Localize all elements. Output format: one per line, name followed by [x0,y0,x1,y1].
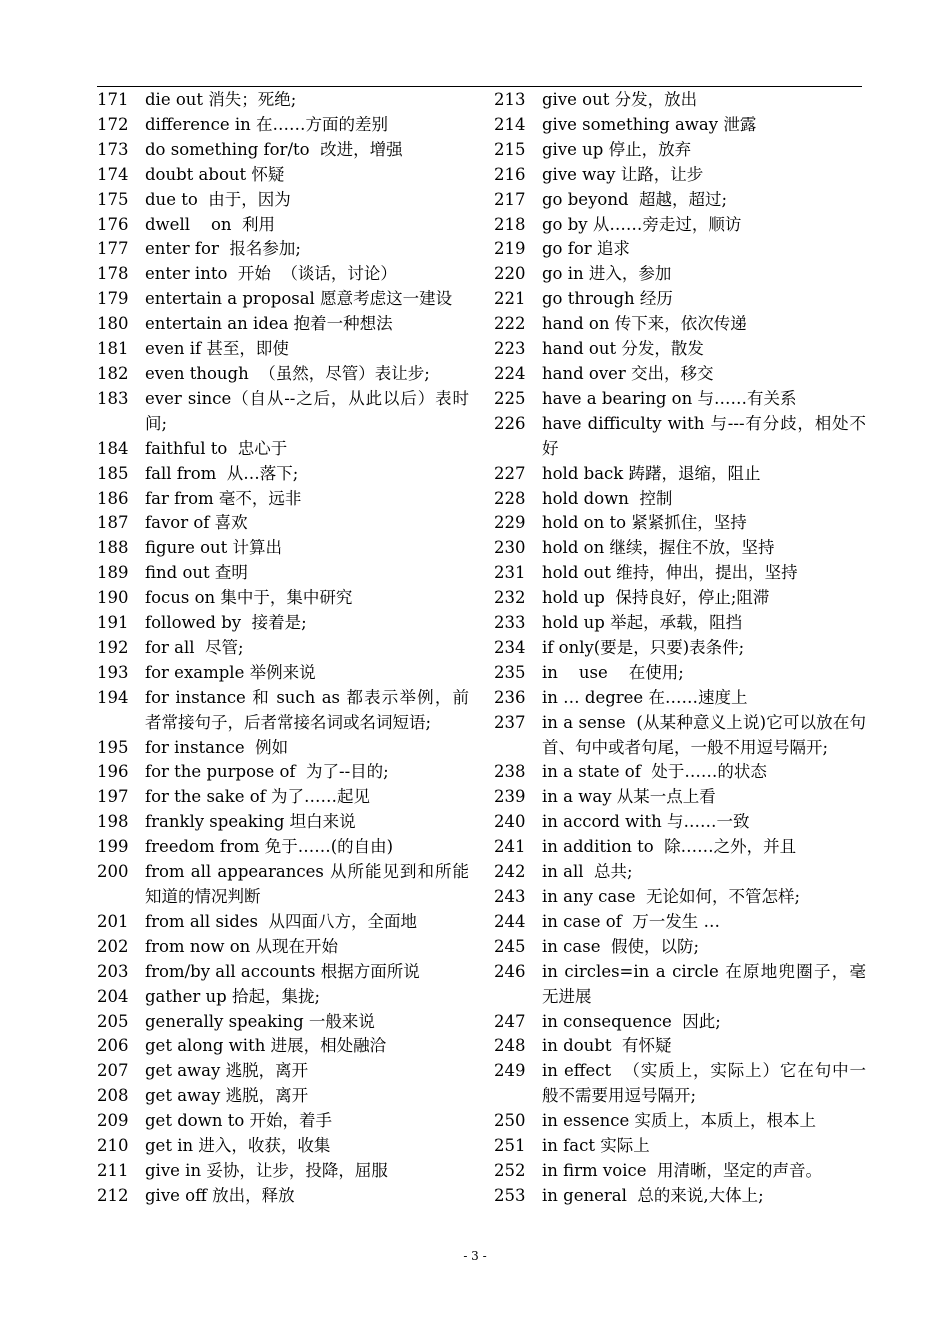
vocab-entry [97,661,469,686]
vocab-entry [494,586,866,611]
vocab-entry [97,611,469,636]
entry-number: 194 [97,687,129,707]
vocab-entry [97,511,469,536]
entry-text: get away 逃脱，离开 [145,1086,309,1106]
entry-text: give something away 泄露 [542,114,757,134]
page-number: - 3 - [463,1249,487,1263]
entry-text: faithful to 忠心于 [145,438,288,458]
vocab-entry [494,561,866,586]
entry-number: 180 [97,314,129,334]
vocab-entry [494,686,866,711]
vocab-entry [97,462,469,487]
entry-number: 246 [494,961,526,981]
entry-number: 249 [494,1061,526,1081]
entry-text: fall from 从…落下; [145,463,299,483]
vocab-entry [97,237,469,262]
vocab-entry [97,337,469,362]
entry-number: 251 [494,1136,526,1156]
entry-number: 177 [97,239,129,259]
entry-text: freedom from 免于……(的自由) [145,837,394,857]
entry-text: go by 从……旁走过，顺访 [542,214,742,234]
entry-text: in all 总共; [542,862,633,882]
vocab-entry [494,412,866,462]
vocab-entry [494,1034,866,1059]
vocab-entry [97,213,469,238]
entry-text: in accord with 与……一致 [542,812,750,832]
vocab-entry [494,860,866,885]
vocab-entry [97,910,469,935]
vocab-entry [97,113,469,138]
entry-text: from/by all accounts 根据方面所说 [145,961,420,981]
entry-number: 204 [97,986,129,1006]
entry-number: 191 [97,613,129,633]
entry-number: 220 [494,264,526,284]
entry-number: 195 [97,737,129,757]
entry-number: 244 [494,911,526,931]
vocab-entry [97,835,469,860]
vocab-entry [494,910,866,935]
vocab-entry [97,586,469,611]
vocab-entry [494,636,866,661]
entry-text: die out 消失；死绝; [145,90,297,109]
entry-text: in any case 无论如何，不管怎样; [542,887,801,906]
entry-number: 231 [494,563,526,583]
vocab-entry [97,1109,469,1134]
vocab-entry [494,262,866,287]
vocab-entry [494,387,866,412]
header-rule [97,86,862,87]
entry-number: 223 [494,339,526,359]
entry-number: 199 [97,837,129,857]
vocab-entry [494,312,866,337]
entry-text: in doubt 有怀疑 [542,1036,672,1056]
entry-number: 248 [494,1036,526,1056]
vocab-entry [97,88,469,113]
vocab-entry [494,885,866,910]
entry-text: go for 追求 [542,239,630,259]
vocab-entry [494,88,866,113]
entry-text: get down to 开始，着手 [145,1111,333,1131]
entry-number: 196 [97,762,129,782]
entry-number: 189 [97,563,129,583]
entry-text: in general 总的来说,大体上; [542,1185,764,1205]
vocab-entry [97,312,469,337]
vocab-entry [494,213,866,238]
left-column [97,88,469,1209]
entry-number: 230 [494,538,526,558]
vocab-entry [494,113,866,138]
entry-text: enter into 开始 （谈话，讨论） [145,264,397,284]
entry-text: get away 逃脱，离开 [145,1061,309,1081]
vocab-entry [494,487,866,512]
entry-text: in circles=in a circle 在原地兜圈子，毫无进展 [542,961,866,1006]
entry-number: 241 [494,837,526,857]
entry-text: gather up 拾起，集拢; [145,986,321,1006]
entry-number: 201 [97,911,129,931]
vocab-entry [494,1184,866,1209]
entry-number: 240 [494,812,526,832]
entry-number: 235 [494,662,526,682]
vocab-entry [97,686,469,736]
entry-text: give way 让路，让步 [542,164,704,184]
vocab-entry [494,785,866,810]
entry-text: favor of 喜欢 [145,513,248,533]
entry-number: 239 [494,787,526,807]
vocab-entry [494,960,866,1010]
entry-text: hand on 传下来，依次传递 [542,314,747,334]
entry-number: 227 [494,463,526,483]
entry-number: 221 [494,289,526,309]
entry-text: for the sake of 为了……起见 [145,787,371,807]
entry-text: in fact 实际上 [542,1136,650,1156]
vocab-entry [97,985,469,1010]
vocab-entry [494,661,866,686]
entry-text: find out 查明 [145,563,248,583]
entry-number: 207 [97,1061,129,1081]
entry-text: in case of 万一发生 … [542,911,720,931]
entry-number: 245 [494,936,526,956]
vocab-entry [97,1159,469,1184]
entry-text: due to 由于，因为 [145,189,291,209]
vocab-entry [494,163,866,188]
entry-text: hold back 踌躇，退缩，阻止 [542,463,761,483]
entry-text: in a way 从某一点上看 [542,787,716,807]
vocab-entry [97,487,469,512]
vocab-entry [494,1159,866,1184]
entry-number: 213 [494,90,526,109]
entry-text: in essence 实质上，本质上，根本上 [542,1111,816,1131]
entry-text: far from 毫不，远非 [145,488,302,508]
entry-number: 232 [494,588,526,608]
entry-number: 188 [97,538,129,558]
vocab-entry [97,287,469,312]
entry-text: dwell on 利用 [145,214,276,234]
entry-number: 243 [494,887,526,906]
entry-text: hold up 举起，承载，阻挡 [542,613,743,633]
entry-number: 209 [97,1111,129,1131]
entry-number: 236 [494,687,526,707]
entry-number: 193 [97,662,129,682]
entry-number: 175 [97,189,129,209]
vocab-entry [97,138,469,163]
vocab-entry [494,287,866,312]
entry-text: in firm voice 用清晰，坚定的声音。 [542,1160,822,1180]
entry-text: have difficulty with 与---有分歧，相处不好 [542,413,866,458]
entry-text: go beyond 超越，超过; [542,189,728,209]
vocab-entry [494,138,866,163]
entry-number: 179 [97,289,129,309]
entry-text: in effect （实质上，实际上）它在句中一般不需要用逗号隔开; [542,1061,866,1106]
entry-number: 171 [97,90,129,109]
entry-text: difference in 在……方面的差别 [145,114,389,134]
vocab-entry [97,636,469,661]
vocab-entry [494,711,866,761]
vocab-entry [494,1109,866,1134]
entry-text: hand out 分发，散发 [542,339,704,359]
entry-number: 200 [97,862,129,882]
entry-number: 172 [97,114,129,134]
vocab-entry [494,462,866,487]
vocab-entry [494,835,866,860]
vocab-entry [97,437,469,462]
vocab-entry [494,810,866,835]
entry-text: give up 停止，放弃 [542,139,692,159]
right-column [494,88,866,1209]
entry-text: in a state of 处于……的状态 [542,762,767,782]
entry-number: 186 [97,488,129,508]
entry-text: in consequence 因此; [542,1011,721,1031]
entry-text: for example 举例来说 [145,662,316,682]
vocab-entry [494,1134,866,1159]
vocab-entry [97,1034,469,1059]
entry-number: 225 [494,388,526,408]
entry-text: get in 进入，收获，收集 [145,1136,331,1156]
entry-text: even if 甚至，即使 [145,339,289,359]
entry-text: for instance 和 such as 都表示举例，前者常接句子，后者常接名词或名词短语; [145,687,469,732]
entry-number: 237 [494,712,526,732]
vocab-entry [97,760,469,785]
vocab-entry [494,760,866,785]
entry-number: 234 [494,637,526,657]
entry-text: enter for 报名参加; [145,239,301,259]
entry-text: hold down 控制 [542,488,673,508]
entry-text: get along with 进展，相处融洽 [145,1036,387,1056]
entry-number: 229 [494,513,526,533]
entry-text: go through 经历 [542,289,673,309]
entry-number: 208 [97,1086,129,1106]
entry-text: hand over 交出，移交 [542,363,714,383]
entry-text: entertain an idea 抱着一种想法 [145,314,393,334]
entry-text: generally speaking 一般来说 [145,1011,375,1031]
vocab-entry [494,536,866,561]
entry-number: 198 [97,812,129,832]
entry-number: 197 [97,787,129,807]
vocab-entry [97,1010,469,1035]
entry-number: 202 [97,936,129,956]
entry-number: 219 [494,239,526,259]
entry-text: doubt about 怀疑 [145,164,285,184]
vocab-entry [494,1059,866,1109]
entry-number: 183 [97,388,129,408]
entry-text: for the purpose of 为了--目的; [145,762,389,782]
entry-text: give out 分发，放出 [542,90,698,109]
entry-number: 182 [97,363,129,383]
entry-number: 185 [97,463,129,483]
entry-text: do something for/to 改进，增强 [145,139,403,159]
entry-text: in case 假使，以防; [542,936,700,956]
vocab-entry [97,960,469,985]
entry-number: 173 [97,139,129,159]
entry-number: 250 [494,1111,526,1131]
entry-text: in use 在使用; [542,662,684,682]
entry-number: 217 [494,189,526,209]
entry-text: for all 尽管; [145,637,244,657]
entry-number: 242 [494,862,526,882]
vocab-entry [97,935,469,960]
vocab-entry [97,262,469,287]
entry-number: 226 [494,413,526,433]
entry-number: 216 [494,164,526,184]
vocab-entry [97,785,469,810]
vocab-entry [494,337,866,362]
entry-text: go in 进入，参加 [542,264,672,284]
vocab-entry [97,387,469,437]
entry-text: from all appearances 从所能见到和所能知道的情况判断 [145,862,469,906]
entry-text: have a bearing on 与……有关系 [542,388,797,408]
entry-number: 205 [97,1011,129,1031]
entry-number: 222 [494,314,526,334]
entry-text: in … degree 在……速度上 [542,687,748,707]
vocab-entry [97,810,469,835]
entry-text: hold on to 紧紧抓住，坚持 [542,513,747,533]
entry-number: 203 [97,961,129,981]
entry-text: if only(要是，只要)表条件; [542,637,745,657]
entry-number: 190 [97,588,129,608]
entry-text: from now on 从现在开始 [145,936,339,956]
entry-number: 252 [494,1160,526,1180]
entry-number: 174 [97,164,129,184]
entry-text: for instance 例如 [145,737,289,757]
vocab-entry [97,1184,469,1209]
entry-number: 206 [97,1036,129,1056]
entry-text: in addition to 除……之外，并且 [542,837,797,857]
vocab-entry [97,536,469,561]
entry-number: 211 [97,1160,129,1180]
entry-text: focus on 集中于，集中研究 [145,588,353,608]
vocab-entry [494,188,866,213]
entry-text: even though （虽然，尽管）表让步; [145,363,430,383]
vocab-entry [97,1059,469,1084]
vocab-entry [494,237,866,262]
entry-number: 178 [97,264,129,284]
entry-number: 238 [494,762,526,782]
entry-text: hold out 维持，伸出，提出，坚持 [542,563,798,583]
entry-number: 212 [97,1185,129,1205]
entry-number: 214 [494,114,526,134]
vocab-entry [494,1010,866,1035]
entry-number: 218 [494,214,526,234]
entry-number: 184 [97,438,129,458]
entry-text: hold on 继续，握住不放，坚持 [542,538,775,558]
entry-text: from all sides 从四面八方，全面地 [145,911,417,931]
vocab-entry [97,362,469,387]
vocab-entry [97,860,469,910]
entry-text: hold up 保持良好，停止;阻滞 [542,588,770,608]
entry-number: 215 [494,139,526,159]
entry-text: give in 妥协，让步，投降，屈服 [145,1160,388,1180]
entry-number: 187 [97,513,129,533]
vocab-entry [494,935,866,960]
entry-text: entertain a proposal 愿意考虑这一建设 [145,289,453,309]
entry-text: give off 放出，释放 [145,1185,295,1205]
vocab-entry [97,1084,469,1109]
entry-number: 228 [494,488,526,508]
vocab-entry [494,362,866,387]
vocab-entry [97,163,469,188]
entry-number: 233 [494,613,526,633]
entry-number: 253 [494,1185,526,1205]
vocab-entry [494,511,866,536]
entry-number: 181 [97,339,129,359]
vocab-entry [97,188,469,213]
entry-number: 210 [97,1136,129,1156]
vocab-entry [97,1134,469,1159]
entry-text: frankly speaking 坦白来说 [145,812,356,832]
vocab-entry [494,611,866,636]
entry-number: 192 [97,637,129,657]
entry-text: figure out 计算出 [145,538,283,558]
vocab-entry [97,561,469,586]
entry-number: 176 [97,214,129,234]
entry-number: 224 [494,363,526,383]
vocab-entry [97,736,469,761]
entry-text: followed by 接着是; [145,613,307,633]
entry-text: ever since（自从--之后，从此以后）表时间; [145,388,469,433]
entry-number: 247 [494,1011,526,1031]
entry-text: in a sense (从某种意义上说)它可以放在句首、句中或者句尾，一般不用逗号隔开; [542,712,866,757]
